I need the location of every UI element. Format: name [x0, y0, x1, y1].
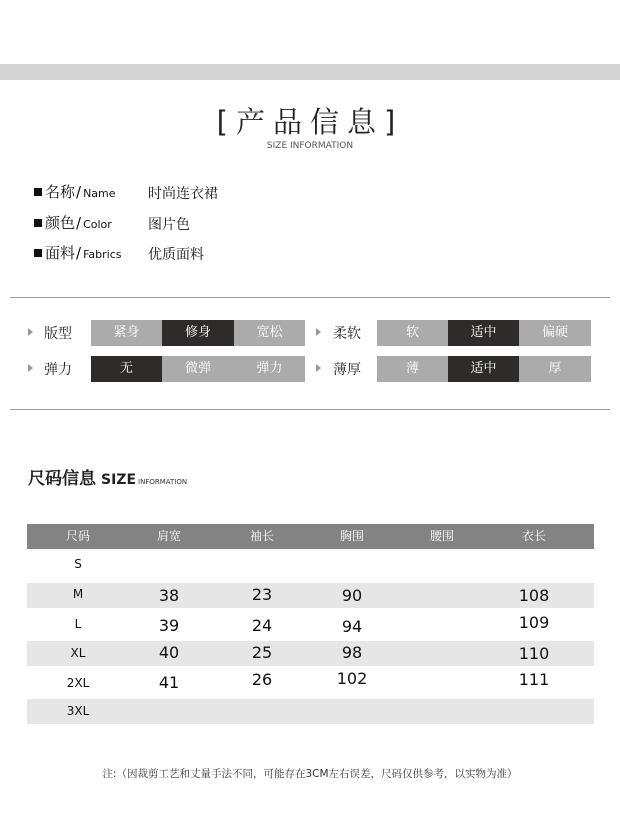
info-value: 图片色: [148, 217, 190, 233]
cell-bust: 102: [336, 669, 368, 688]
softness-option-medium: 适中: [448, 320, 519, 346]
attr-label: 柔软: [333, 326, 361, 342]
info-label-zh: 颜色: [45, 214, 76, 232]
cell-size: S: [74, 557, 82, 571]
cell-shoulder: 41: [158, 673, 180, 692]
cell-shoulder: 39: [158, 616, 180, 635]
fit-option-tight: 紧身: [91, 320, 162, 346]
info-value: 优质面料: [148, 247, 204, 263]
table-row: [27, 611, 594, 639]
cell-length: 111: [518, 670, 550, 689]
cell-length: 108: [518, 586, 550, 605]
header-bust: 胸围: [339, 529, 364, 543]
cell-size: 2XL: [66, 676, 90, 690]
footnote: 注:（因裁剪工艺和丈量手法不同，可能存在3CM左右误差，尺码仅供参考，以实物为准）: [102, 768, 518, 780]
softness-option-soft: 软: [377, 320, 448, 346]
attr-label: 版型: [44, 326, 72, 342]
header-sleeve: 袖长: [249, 529, 274, 543]
page-subtitle: SIZE INFORMATION: [266, 141, 354, 151]
cell-size: XL: [70, 646, 86, 660]
attr-softness: [0, 320, 620, 346]
info-label-zh: 名称: [45, 183, 76, 201]
elasticity-option-stretch: 弹力: [234, 356, 305, 382]
info-value: 时尚连衣裙: [148, 186, 218, 202]
attr-label: 弹力: [44, 362, 72, 378]
cell-size: M: [72, 587, 84, 601]
info-fabric: 面料 / Fabrics 优质面料: [34, 242, 121, 264]
table-row: [27, 553, 594, 578]
square-bullet-icon: [34, 219, 42, 227]
info-label-en: Fabrics: [83, 248, 122, 261]
triangle-right-icon: [316, 328, 321, 336]
triangle-right-icon: [316, 364, 321, 372]
info-label-en: Color: [83, 218, 112, 231]
info-color: 颜色 / Color 图片色: [34, 212, 112, 234]
cell-bust: 98: [341, 643, 363, 662]
header-waist: 腰围: [429, 529, 454, 543]
square-bullet-icon: [34, 249, 42, 257]
cell-sleeve: 23: [251, 585, 273, 604]
table-header-row: [27, 524, 594, 549]
size-section-title: [28, 464, 187, 489]
table-row: [27, 668, 594, 696]
table-row: [27, 583, 594, 608]
table-row: [27, 699, 594, 724]
cell-bust: 94: [341, 617, 363, 636]
divider: [10, 297, 610, 298]
cell-bust: 90: [341, 586, 363, 605]
cell-sleeve: 24: [251, 616, 273, 635]
elasticity-option-none: 无: [91, 356, 162, 382]
info-label-zh: 面料: [45, 244, 76, 262]
thickness-option-thin: 薄: [377, 356, 448, 382]
cell-length: 110: [518, 644, 550, 663]
cell-length: 109: [518, 613, 550, 632]
attr-label: 薄厚: [333, 362, 361, 378]
cell-size: L: [74, 617, 82, 631]
top-gray-band: [0, 64, 620, 80]
softness-option-hard: 偏硬: [519, 320, 591, 346]
header-length: 衣长: [521, 529, 546, 543]
size-title-zh: 尺码信息: [28, 469, 96, 489]
cell-size: 3XL: [66, 704, 90, 718]
cell-sleeve: 25: [251, 643, 273, 662]
divider: [10, 409, 610, 410]
size-title-en-small: INFORMATION: [138, 478, 188, 486]
attr-thickness: [0, 356, 620, 382]
cell-sleeve: 26: [251, 670, 273, 689]
info-label-en: Name: [83, 187, 116, 200]
thickness-option-thick: 厚: [519, 356, 591, 382]
fit-option-loose: 宽松: [234, 320, 305, 346]
fit-option-slim: 修身: [162, 320, 234, 346]
elasticity-option-slight: 微弹: [162, 356, 234, 382]
header-shoulder: 肩宽: [156, 529, 181, 543]
size-title-en: SIZE: [101, 472, 137, 488]
thickness-option-medium: 适中: [448, 356, 519, 382]
square-bullet-icon: [34, 188, 42, 196]
cell-shoulder: 40: [158, 643, 180, 662]
header-size: 尺码: [65, 529, 90, 543]
table-row: [27, 641, 594, 666]
page-title: [产品信息]: [216, 105, 404, 139]
info-name: 名称 / Name 时尚连衣裙: [34, 181, 116, 203]
cell-shoulder: 38: [158, 586, 180, 605]
